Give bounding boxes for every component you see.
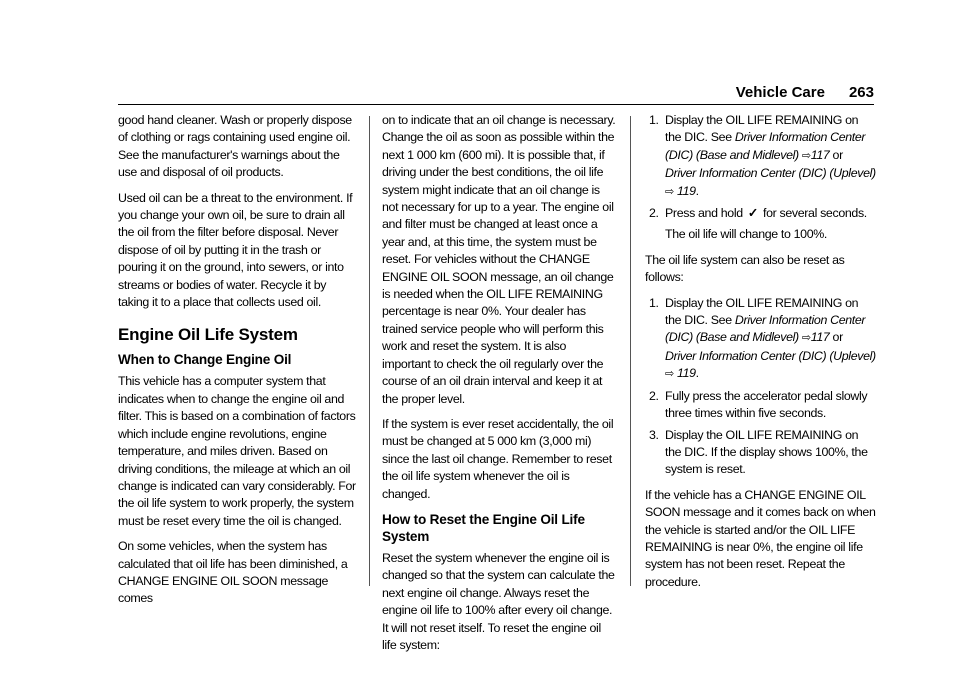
step-number: 2.: [649, 206, 659, 221]
subsection-heading: When to Change Engine Oil: [118, 352, 292, 368]
page-reference-arrow-icon: ⇨: [665, 368, 674, 381]
paragraph: The oil life system can also be reset as follows:: [645, 252, 845, 285]
column-2: [382, 112, 616, 662]
subsection-heading: How to Reset the Engine Oil Life System: [382, 511, 585, 544]
step-number: 3.: [649, 427, 659, 442]
cross-reference-link[interactable]: Driver Information Center (DIC) (Base and Midlevel): [665, 313, 866, 345]
paragraph: If the system is ever reset accidentally, the oil must be changed at 5 000 km (3,000 mi) since the last oil change. Remember to reset the oil life system whenever the oil is changed.: [382, 416, 614, 501]
page-number: 263: [848, 84, 874, 101]
page-link[interactable]: 117: [810, 330, 830, 345]
step-number: 1.: [649, 295, 659, 310]
page-link[interactable]: 119: [676, 183, 696, 198]
page-reference-arrow-icon: ⇨: [801, 149, 811, 162]
paragraph: good hand cleaner. Wash or properly dispose of clothing or rags containing used engine oil. See the manufacturer's warnings about the use and disposal of oil products.: [118, 113, 352, 180]
list-item: 2. Fully press the accelerator pedal slowly three times within five seconds.: [645, 388, 877, 423]
cross-reference-link[interactable]: Driver Information Center (DIC) (Uplevel): [665, 348, 876, 363]
list-item: 3. Display the OIL LIFE REMAINING on the DIC. If the display shows 100%, the system is reset.: [645, 427, 877, 479]
column-divider-2: [630, 116, 631, 586]
column-divider-1: [369, 116, 370, 586]
list-item: 2. Press and hold ✓ for several seconds.: [645, 205, 877, 222]
page-link[interactable]: 119: [676, 366, 696, 381]
list-item: 1. Display the OIL LIFE REMAINING on the DIC. See Driver Information Center (DIC) (Base and Midlevel) ⇨117 or Driver Information Center (DIC) (Uplevel) ⇨ 119.: [645, 112, 877, 201]
paragraph: Reset the system whenever the engine oil is changed so that the system can calculate the next engine oil change. Always reset the engine oil life to 100% after every oil change. It will not reset itself. To reset the engine oil life system:: [382, 550, 615, 652]
step-number: 2.: [649, 388, 659, 403]
page-reference-arrow-icon: ⇨: [665, 185, 674, 198]
page-link[interactable]: 117: [810, 147, 830, 162]
column-3: [645, 112, 877, 599]
step-number: 1.: [649, 113, 659, 127]
page-reference-arrow-icon: ⇨: [801, 332, 811, 345]
list-item: 1. Display the OIL LIFE REMAINING on the DIC. See Driver Information Center (DIC) (Base and Midlevel) ⇨117 or Driver Information Center (DIC) (Uplevel) ⇨ 119.: [645, 295, 877, 384]
header-rule: [118, 104, 874, 105]
section-heading: Engine Oil Life System: [118, 325, 298, 345]
paragraph: If the vehicle has a CHANGE ENGINE OIL SOON message and it comes back on when the vehicle is started and/or the OIL LIFE REMAINING is near 0%, the engine oil life system has not been reset. Repeat the procedure.: [645, 487, 876, 589]
paragraph: Used oil can be a threat to the environment. If you change your own oil, be sure to drain all the oil from the filter before disposal. Never dispose of oil by putting it in the trash or pouring it on the ground, into sewers, or into streams or bodies of water. Recycle it by taking it to a place that collects used oil.: [118, 190, 353, 310]
paragraph: on to indicate that an oil change is necessary. Change the oil as soon as possible within the next 1 000 km (600 mi). It is possible that, if driving under the best conditions, the oil life system might indicate that an oil change is not necessary for up to a year. The engine oil and filter must be changed at least once a year and, at this time, the system must be reset. For vehicles without the CHANGE ENGINE OIL SOON message, an oil change is needed when the OIL LIFE REMAINING percentage is near 0%. Your dealer has trained service people who will perform this work and reset the system. It is also important to check the oil regularly over the course of an oil drain interval and keep it at the proper level.: [382, 113, 616, 406]
step-result: The oil life will change to 100%.: [665, 227, 828, 242]
section-title: Vehicle Care: [735, 84, 825, 101]
page-header: [736, 84, 874, 101]
check-mark-icon: ✓: [747, 206, 758, 221]
cross-reference-link[interactable]: Driver Information Center (DIC) (Base and Midlevel): [665, 130, 866, 162]
paragraph: This vehicle has a computer system that indicates when to change the engine oil and filter. This is based on a combination of factors which include engine revolutions, engine temperature, and miles driven. Based on driving conditions, the mileage at which an oil change is indicated can vary considerably. For the oil life system to work properly, the system must be reset every time the oil is changed.: [118, 374, 356, 528]
column-1: [118, 112, 358, 616]
paragraph: On some vehicles, when the system has calculated that oil life has been diminished, a CHANGE ENGINE OIL SOON message comes: [118, 539, 348, 606]
cross-reference-link[interactable]: Driver Information Center (DIC) (Uplevel): [665, 166, 876, 181]
